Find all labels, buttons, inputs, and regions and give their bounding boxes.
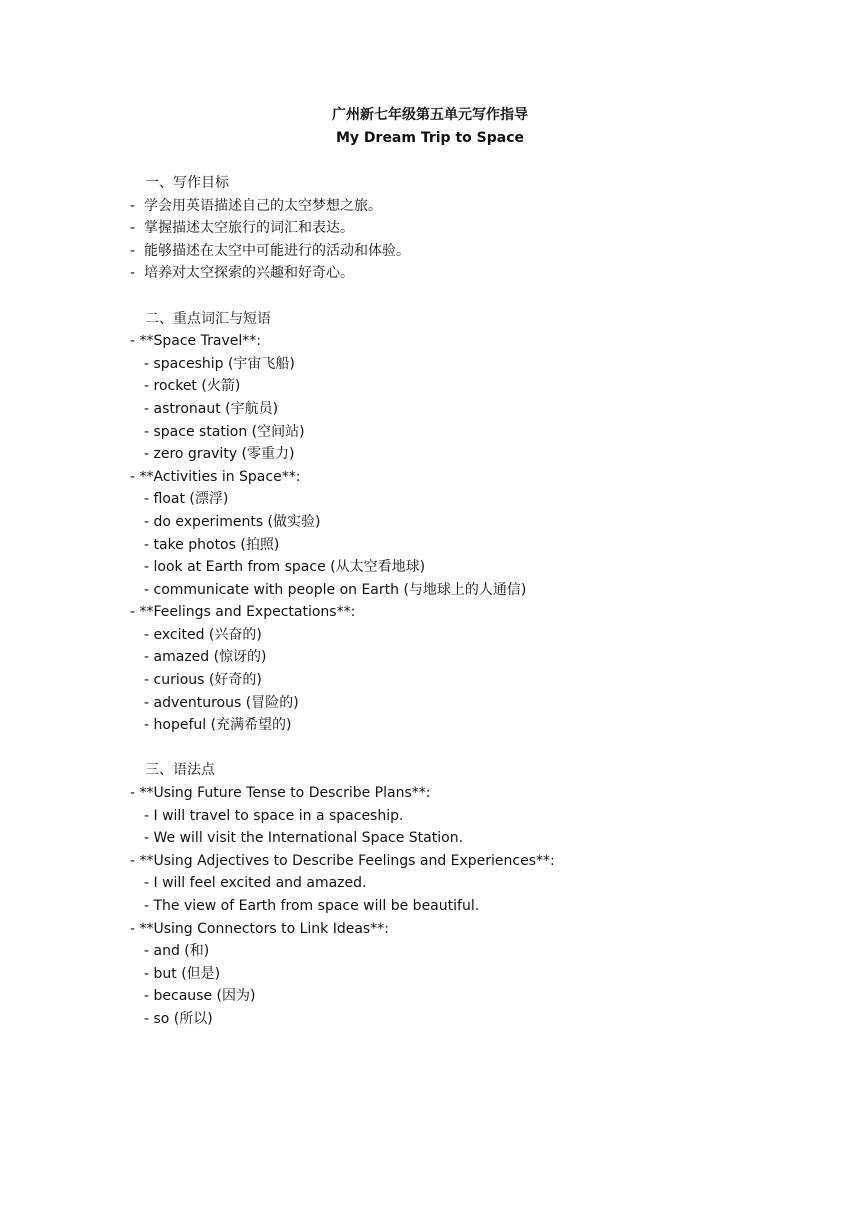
- vocab-item: - adventurous (冒险的): [144, 694, 299, 711]
- grammar-item: - I will feel excited and amazed.: [144, 875, 367, 892]
- grammar-item: - I will travel to space in a spaceship.: [144, 807, 404, 824]
- grammar-item: - because (因为): [144, 988, 256, 1005]
- grammar-group-title: - **Using Future Tense to Describe Plans**:: [130, 785, 431, 802]
- vocab-item: - communicate with people on Earth (与地球上的人通信): [144, 581, 527, 598]
- vocab-item: - hopeful (充满希望的): [144, 717, 292, 734]
- grammar-item: - but (但是): [144, 965, 221, 982]
- spacer: [0, 737, 860, 760]
- section-heading-vocabulary: 二、重点词汇与短语: [145, 310, 271, 327]
- grammar-group-title: - **Using Connectors to Link Ideas**:: [130, 920, 389, 937]
- vocab-item: - zero gravity (零重力): [144, 446, 295, 463]
- document-title-english: My Dream Trip to Space: [335, 130, 524, 146]
- vocab-item: - float (漂浮): [144, 491, 229, 508]
- grammar-item: - so (所以): [144, 1010, 213, 1027]
- spacer: [0, 285, 860, 308]
- vocab-item: - amazed (惊讶的): [144, 649, 267, 666]
- goal-item: - 掌握描述太空旅行的词汇和表达。: [130, 220, 354, 237]
- document-title-chinese: 广州新七年级第五单元写作指导: [332, 107, 528, 123]
- vocab-item: - spaceship (宇宙飞船): [144, 355, 295, 372]
- vocab-item: - take photos (拍照): [144, 536, 280, 553]
- vocab-group-title: - **Feelings and Expectations**:: [130, 604, 356, 621]
- vocab-item: - rocket (火箭): [144, 378, 241, 395]
- goal-item: - 学会用英语描述自己的太空梦想之旅。: [130, 197, 382, 214]
- vocab-item: - curious (好奇的): [144, 672, 262, 689]
- vocab-group-title: - **Activities in Space**:: [130, 468, 301, 485]
- grammar-item: - and (和): [144, 943, 210, 960]
- vocab-item: - look at Earth from space (从太空看地球): [144, 559, 426, 576]
- section-heading-grammar: 三、语法点: [145, 762, 215, 779]
- vocab-item: - astronaut (宇航员): [144, 400, 279, 417]
- grammar-group-title: - **Using Adjectives to Describe Feelings and Experiences**:: [130, 852, 555, 869]
- vocab-item: - space station (空间站): [144, 423, 305, 440]
- section-heading-goals: 一、写作目标: [145, 175, 229, 191]
- goal-item: - 能够描述在太空中可能进行的活动和体验。: [130, 242, 410, 259]
- document-body: [0, 172, 860, 1031]
- vocab-group-title: - **Space Travel**:: [130, 333, 261, 350]
- grammar-item: - We will visit the International Space Station.: [144, 830, 464, 847]
- grammar-item: - The view of Earth from space will be beautiful.: [144, 898, 480, 914]
- goal-item: - 培养对太空探索的兴趣和好奇心。: [130, 265, 354, 282]
- vocab-item: - excited (兴奋的): [144, 626, 262, 643]
- vocab-item: - do experiments (做实验): [144, 513, 321, 530]
